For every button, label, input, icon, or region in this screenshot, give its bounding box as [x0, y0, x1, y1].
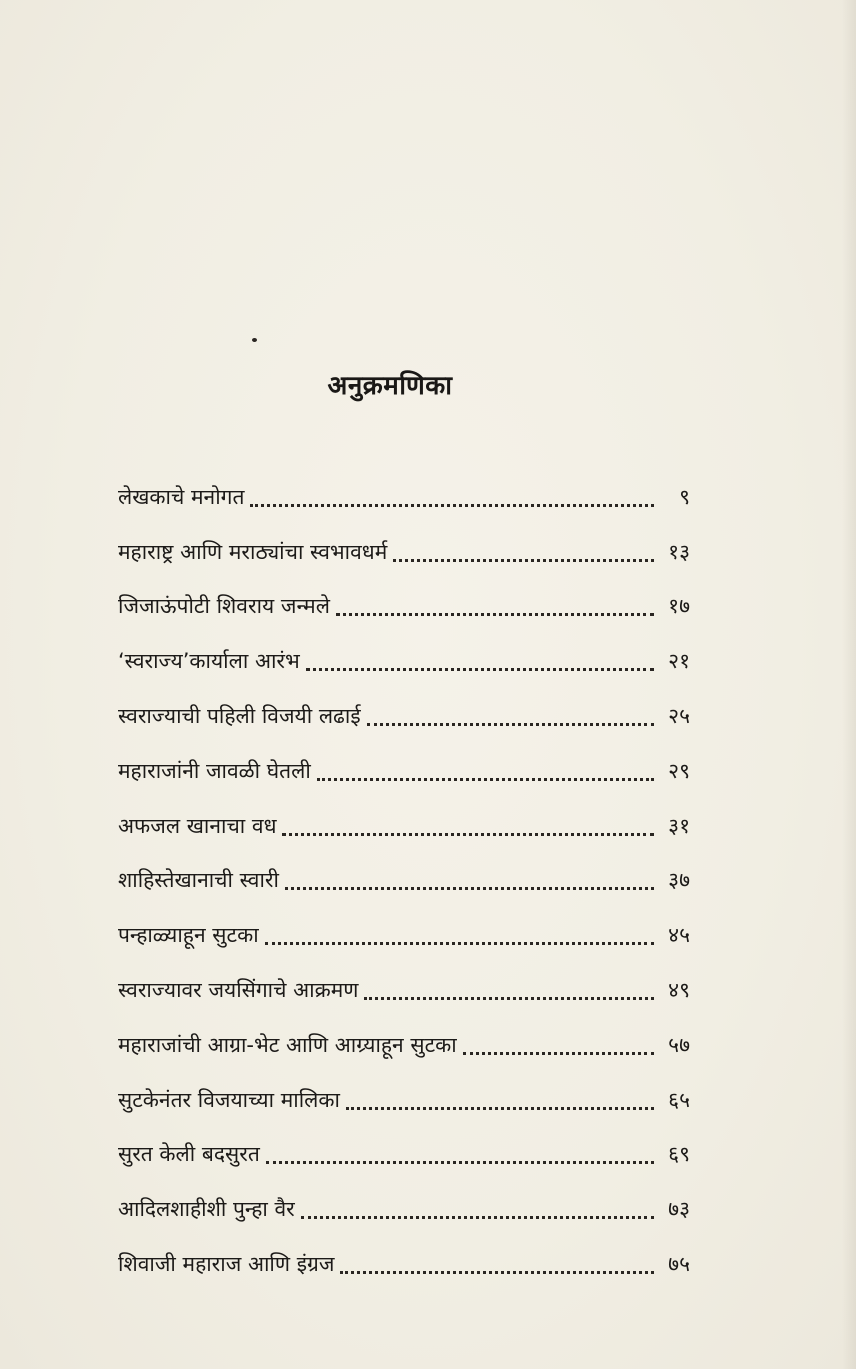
dot-leader: [367, 723, 654, 726]
dot-leader: [285, 887, 654, 890]
toc-entry-title: सुटकेनंतर विजयाच्या मालिका: [118, 1087, 340, 1112]
toc-entry: [118, 908, 690, 963]
toc-entry-title: आदिलशाहीशी पुन्हा वैर: [118, 1197, 295, 1222]
toc-entry-title: ‘स्वराज्य’कार्याला आरंभ: [118, 649, 300, 674]
page-edge-shadow: [842, 0, 856, 1369]
toc-entry-title: सुरत केली बदसुरत: [118, 1142, 260, 1167]
dot-leader: [265, 942, 654, 945]
dot-leader: [340, 1271, 654, 1274]
dot-leader: [364, 997, 654, 1000]
toc-entry-page: ७३: [668, 1197, 690, 1222]
ink-speck: [252, 338, 257, 342]
toc-entry: [118, 1018, 690, 1073]
dot-leader: [317, 778, 654, 781]
toc-entry-title: महाराजांनी जावळी घेतली: [118, 758, 311, 783]
dot-leader: [306, 668, 654, 671]
table-of-contents: [118, 470, 690, 1292]
dot-leader: [250, 504, 654, 507]
toc-entry-page: ४५: [668, 923, 690, 948]
dot-leader: [266, 1161, 654, 1164]
toc-entry-page: २५: [668, 704, 690, 729]
toc-entry: [118, 744, 690, 799]
toc-entry-page: ३७: [668, 868, 690, 893]
toc-entry-title: शाहिस्तेखानाची स्वारी: [118, 868, 279, 893]
toc-entry-page: २९: [668, 758, 690, 783]
toc-entry-page: ९: [679, 484, 690, 509]
toc-entry-title: स्वराज्याची पहिली विजयी लढाई: [118, 704, 361, 729]
toc-entry-title: महाराष्ट्र आणि मराठ्यांचा स्वभावधर्म: [118, 539, 388, 564]
toc-entry: [118, 470, 690, 525]
dot-leader: [282, 833, 654, 836]
toc-entry-page: ६९: [668, 1142, 690, 1167]
toc-entry-title: स्वराज्यावर जयसिंगाचे आक्रमण: [118, 978, 359, 1003]
toc-entry: [118, 1128, 690, 1183]
dot-leader: [336, 613, 654, 616]
toc-entry: [118, 854, 690, 909]
toc-entry-page: ५७: [668, 1032, 690, 1057]
toc-entry-page: १३: [668, 539, 690, 564]
dot-leader: [463, 1052, 654, 1055]
toc-entry-title: अफजल खानाचा वध: [118, 813, 277, 838]
toc-entry: [118, 1237, 690, 1292]
toc-entry: [118, 525, 690, 580]
toc-entry: [118, 963, 690, 1018]
toc-entry: [118, 1073, 690, 1128]
toc-entry-title: महाराजांची आग्रा-भेट आणि आग्र्याहून सुटका: [118, 1032, 457, 1057]
toc-entry-page: ४९: [668, 978, 690, 1003]
toc-entry: [118, 634, 690, 689]
toc-entry-page: ६५: [668, 1087, 690, 1112]
toc-entry-title: जिजाऊंपोटी शिवराय जन्मले: [118, 594, 330, 619]
dot-leader: [393, 559, 654, 562]
toc-entry-title: पन्हाळ्याहून सुटका: [118, 923, 259, 948]
toc-entry: [118, 1182, 690, 1237]
toc-entry: [118, 580, 690, 635]
toc-entry-page: ३१: [668, 813, 690, 838]
toc-entry-title: लेखकाचे मनोगत: [118, 484, 245, 509]
toc-entry-page: ७५: [668, 1252, 690, 1277]
toc-entry: [118, 799, 690, 854]
toc-entry: [118, 689, 690, 744]
page-title: अनुक्रमणिका: [327, 371, 453, 401]
dot-leader: [346, 1107, 654, 1110]
toc-entry-page: १७: [668, 594, 690, 619]
toc-entry-page: २१: [668, 649, 690, 674]
dot-leader: [301, 1216, 654, 1219]
toc-entry-title: शिवाजी महाराज आणि इंग्रज: [118, 1252, 335, 1277]
